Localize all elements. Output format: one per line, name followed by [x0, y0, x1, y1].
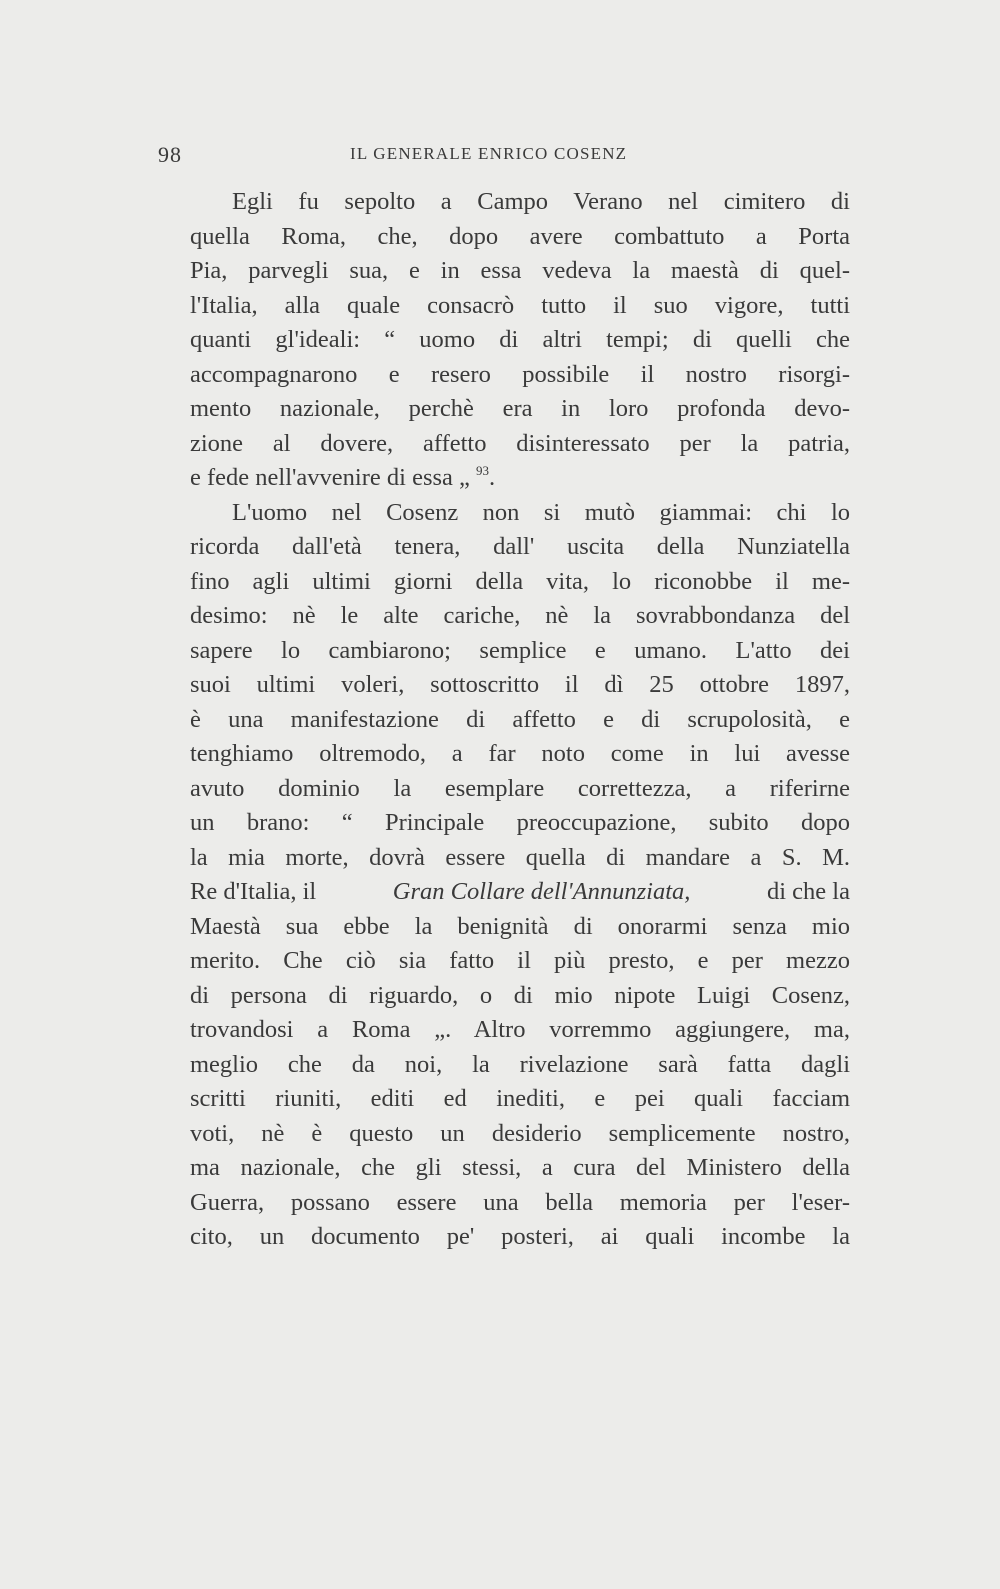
text-line: trovandosi a Roma „. Altro vorremmo aggiungere, ma,: [190, 1016, 850, 1043]
text-line: meglio che da noi, la rivelazione sarà fatta dagli: [190, 1050, 850, 1078]
text-line: [190, 461, 850, 496]
text-line: L'uomo nel Cosenz non si mutò giammai: chi lo: [232, 498, 850, 526]
italic-title: Gran Collare dell'Annunziata,: [392, 878, 691, 905]
text-line: ricorda dall'età tenera, dall' uscita della Nunziatella: [190, 533, 850, 560]
text-fragment: Re d'Italia, il: [190, 878, 317, 905]
text-fragment: .: [489, 464, 496, 491]
text-line: di persona di riguardo, o di mio nipote Luigi Cosenz,: [190, 981, 850, 1009]
text-line: Pia, parvegli sua, e in essa vedeva la maestà di quel-: [190, 257, 850, 284]
text-line: ma nazionale, che gli stessi, a cura del Ministero della: [190, 1154, 850, 1181]
text-line: accompagnarono e resero possibile il nostro risorgi-: [190, 360, 850, 388]
text-line: cito, un documento pe' posteri, ai quali incombe la: [190, 1223, 850, 1250]
text-line: Guerra, possano essere una bella memoria per l'eser-: [190, 1188, 850, 1216]
text-fragment: e fede nell'avvenire di essa „: [190, 464, 470, 491]
text-line: avuto dominio la esemplare correttezza, a riferirne: [190, 774, 850, 802]
text-line: [190, 875, 850, 910]
paragraph-2: [190, 496, 850, 1255]
text-line: fino agli ultimi giorni della vita, lo riconobbe il me-: [190, 567, 850, 595]
text-line: tenghiamo oltremodo, a far noto come in lui avesse: [190, 740, 850, 767]
running-title: IL GENERALE ENRICO COSENZ: [350, 144, 628, 163]
text-line: è una manifestazione di affetto e di scrupolosità, e: [190, 705, 850, 733]
text-line: la mia morte, dovrà essere quella di mandare a S. M.: [190, 843, 850, 871]
text-line: mento nazionale, perchè era in loro profonda devo-: [190, 395, 850, 422]
text-line: merito. Che ciò sia fatto il più presto, e per mezzo: [190, 947, 850, 974]
text-line: scritti riuniti, editi ed inediti, e pei quali facciam: [190, 1085, 850, 1112]
paragraph-1: [190, 185, 850, 496]
text-line: quella Roma, che, dopo avere combattuto a Porta: [190, 222, 850, 250]
text-line: desimo: nè le alte cariche, nè la sovrabbondanza del: [190, 602, 850, 629]
body-text: [190, 185, 850, 1255]
text-line: quanti gl'ideali: “ uomo di altri tempi; di quelli che: [190, 326, 850, 353]
text-line: voti, nè è questo un desiderio semplicemente nostro,: [190, 1119, 850, 1147]
text-line: Maestà sua ebbe la benignità di onorarmi senza mio: [190, 912, 850, 940]
text-line: suoi ultimi voleri, sottoscritto il dì 25 ottobre 1897,: [190, 671, 850, 698]
text-line: un brano: “ Principale preoccupazione, subito dopo: [190, 809, 850, 836]
text-line: sapere lo cambiarono; semplice e umano. L'atto dei: [190, 636, 850, 664]
text-line: zione al dovere, affetto disinteressato per la patria,: [190, 429, 850, 457]
text-line: l'Italia, alla quale consacrò tutto il suo vigore, tutti: [190, 291, 850, 319]
footnote-marker: 93: [476, 463, 490, 478]
text-line: Egli fu sepolto a Campo Verano nel cimitero di: [232, 188, 850, 215]
page-number: 98: [158, 142, 182, 167]
text-fragment: di che la: [766, 878, 850, 905]
